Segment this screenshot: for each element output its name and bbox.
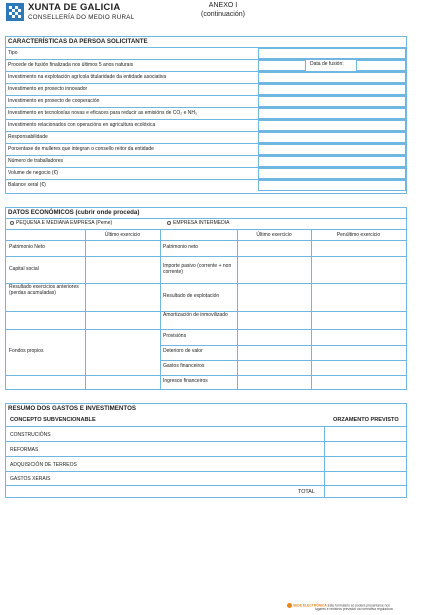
budget-field-construction[interactable] <box>325 427 406 441</box>
budget-field-renovations[interactable] <box>325 442 406 456</box>
own-funds-label: Fondos propios <box>9 348 44 354</box>
footer-note <box>287 603 437 612</box>
section-title: CARACTERÍSTICAS DA PERSOA SOLICITANTE <box>8 38 148 45</box>
annex-label: ANEXO I <box>208 2 238 9</box>
liabilities-label: Importe pasivo (corrente + non corrente) <box>163 263 232 275</box>
provisions-label: Provisións <box>163 333 187 339</box>
col-header-last-year-right: Último exercicio <box>256 232 292 238</box>
footer-text-1: Este formulario só poderá presentarse nos <box>327 603 390 608</box>
department-name: CONSELLERÍA DO MEDIO RURAL <box>28 14 135 21</box>
sme-radio[interactable] <box>10 221 14 225</box>
economic-data-section <box>5 207 407 390</box>
row-label: Tipo <box>8 49 18 56</box>
fusion-date-label: Data de fusión: <box>310 61 344 67</box>
org-name: XUNTA DE GALICIA <box>28 2 121 13</box>
equity-label: Patrimonio Neto <box>9 244 45 250</box>
annex-title <box>193 2 253 19</box>
share-capital-label: Capital social <box>9 266 39 272</box>
fusion-date-field[interactable] <box>356 60 406 71</box>
type-field[interactable] <box>258 48 406 59</box>
row-label: Número de traballadores <box>8 157 64 164</box>
row-label: Investimento en proxecto innovador <box>8 85 88 92</box>
innovative-project-field[interactable] <box>258 84 406 95</box>
row-label: Investimento na explotación agrícola titularidade da entidade asociativa <box>8 73 167 80</box>
row-label: Investimento en proxecto de cooperación <box>8 97 100 104</box>
annex-subtitle: (continuación) <box>201 10 245 18</box>
equity-label-right: Patrimonio neto <box>163 244 199 250</box>
expenses-summary-section <box>5 403 407 498</box>
col-header-concept: CONCEPTO SUBVENCIONABLE <box>10 417 96 423</box>
fusion-field[interactable] <box>258 60 306 71</box>
intermediate-company-radio[interactable] <box>167 221 171 225</box>
expense-row-renovations: REFORMAS <box>10 447 39 453</box>
form-row <box>6 59 406 71</box>
cooperation-project-field[interactable] <box>258 96 406 107</box>
budget-field-land[interactable] <box>325 457 406 471</box>
row-label: Investimento en tecnoloxías novas e eficaces para reducir as emisións de CO₂ e NH₃ <box>8 109 198 116</box>
row-label: Porcentaxe de mulleres que integran o consello reitor da entidade <box>8 145 154 152</box>
associative-investment-field[interactable] <box>258 72 406 83</box>
balance-field[interactable] <box>258 180 406 191</box>
business-volume-field[interactable] <box>258 168 406 179</box>
previous-results-label: Resultado exercicios anteriores (perdas acumuladas) <box>9 284 79 296</box>
total-label: TOTAL <box>298 489 315 495</box>
col-header-previous-year: Penúltimo exercicio <box>336 232 381 238</box>
budget-field-total[interactable] <box>325 486 406 497</box>
emissions-tech-field[interactable] <box>258 108 406 119</box>
applicant-characteristics-section <box>5 36 407 194</box>
amortization-label: Amortización de inmovilizado <box>163 312 228 318</box>
xunta-logo-icon <box>6 3 24 21</box>
row-label: Volume de negocio (€) <box>8 169 59 176</box>
section-title: DATOS ECONÓMICOS (cubrir onde proceda) <box>8 209 140 216</box>
row-label: Procede de fusión finalizada nos últimos 5 anos naturais <box>8 61 134 68</box>
expense-row-construction: CONSTRUCIÓNS <box>10 432 51 438</box>
responsibility-field[interactable] <box>258 132 406 143</box>
financial-expenses-label: Gastos financeiros <box>163 363 205 369</box>
expense-row-land: ADQUISICIÓN DE TERREOS <box>10 462 77 468</box>
impairment-label: Deterioro de valor <box>163 348 203 354</box>
financial-income-label: Ingresos financeiros <box>163 378 208 384</box>
footer-brand: SEDE ELECTRÓNICA <box>293 603 327 608</box>
row-label: Investimento relacionados con operacións en agricultura ecolóxica <box>8 121 156 128</box>
col-header-last-year: Último exercicio <box>104 232 141 238</box>
organic-agriculture-field[interactable] <box>258 120 406 131</box>
footer-text-2: lugares e rexistros previstos na normativa reguladora <box>315 607 393 612</box>
row-label: Balance xeral (€) <box>8 181 46 188</box>
sme-label: PEQUENA E MEDIANA EMPRESA (Peme) <box>16 219 113 226</box>
expense-row-general: GASTOS XERAIS <box>10 476 51 482</box>
women-percentage-field[interactable] <box>258 144 406 155</box>
intermediate-company-label: EMPRESA INTERMEDIA <box>173 219 230 226</box>
e-office-icon <box>287 603 292 608</box>
budget-field-general[interactable] <box>325 472 406 485</box>
workers-number-field[interactable] <box>258 156 406 167</box>
operating-result-label: Resultado de explotación <box>163 293 220 299</box>
row-label: Responsabilidade <box>8 133 48 140</box>
section-title: RESUMO DOS GASTOS E INVESTIMENTOS <box>8 405 137 412</box>
col-header-budget: ORZAMENTO PREVISTO <box>333 417 399 423</box>
